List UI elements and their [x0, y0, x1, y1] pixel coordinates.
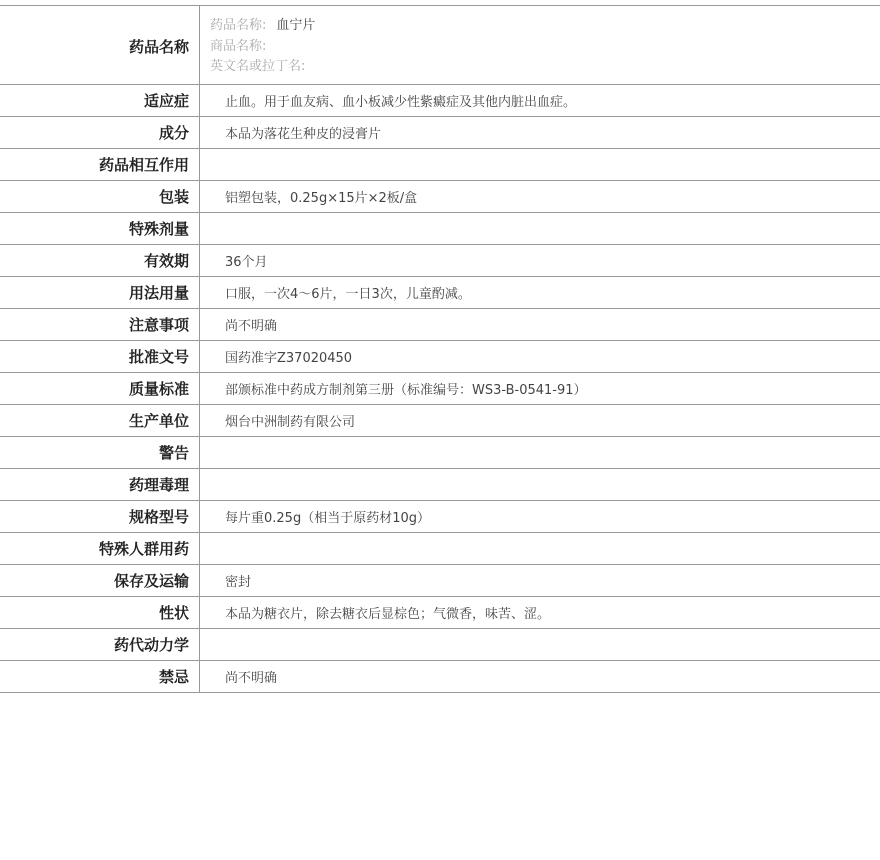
row-label: 生产单位: [0, 405, 200, 436]
table-row: [0, 245, 880, 277]
row-label: 规格型号: [0, 501, 200, 532]
row-label: 药品相互作用: [0, 149, 200, 180]
generic-name-line: [210, 16, 880, 37]
row-value: 尚不明确: [225, 319, 278, 334]
row-label: 包装: [0, 181, 200, 212]
row-label: 药理毒理: [0, 469, 200, 500]
row-label: 注意事项: [0, 309, 200, 340]
row-label: 适应症: [0, 85, 200, 116]
table-row: [0, 501, 880, 533]
row-value: [200, 149, 880, 180]
row-label: 有效期: [0, 245, 200, 276]
trade-name-line: [210, 37, 880, 58]
row-value: 尚不明确: [225, 671, 278, 686]
generic-name-label: 药品名称:: [210, 18, 267, 33]
row-value: 止血。用于血友病、血小板减少性紫癜症及其他内脏出血症。: [225, 95, 577, 110]
latin-name-label: 英文名或拉丁名:: [210, 59, 306, 74]
row-value: [200, 437, 880, 468]
drug-info-table: [0, 5, 880, 693]
table-row: [0, 661, 880, 693]
table-row: [0, 213, 880, 245]
table-row: [0, 405, 880, 437]
row-label: 性状: [0, 597, 200, 628]
row-label: 保存及运输: [0, 565, 200, 596]
table-row: [0, 437, 880, 469]
row-value: 烟台中洲制药有限公司: [225, 415, 356, 430]
generic-name-value: 血宁片: [276, 18, 316, 33]
table-row: [0, 149, 880, 181]
table-row: [0, 597, 880, 629]
row-label: 药品名称: [0, 6, 200, 84]
table-row: [0, 565, 880, 597]
row-label: 成分: [0, 117, 200, 148]
info-rows: [0, 85, 880, 693]
row-label: 药代动力学: [0, 629, 200, 660]
table-row: [0, 629, 880, 661]
row-value: 口服，一次4～6片，一日3次，儿童酌减。: [225, 287, 471, 302]
table-row: [0, 469, 880, 501]
row-label: 特殊剂量: [0, 213, 200, 244]
row-value: 铝塑包装，0.25g×15片×2板/盒: [225, 191, 418, 206]
row-value: 每片重0.25g（相当于原药材10g）: [225, 511, 430, 526]
latin-name-line: [210, 57, 880, 78]
table-row: [0, 373, 880, 405]
row-value: [200, 629, 880, 660]
row-value: 密封: [225, 575, 252, 590]
row-value: 国药准字Z37020450: [225, 351, 353, 366]
table-row: [0, 533, 880, 565]
drug-names-cell: [200, 6, 880, 84]
drug-name-row: [0, 6, 880, 85]
row-value: 部颁标准中药成方制剂第三册（标准编号：WS3-B-0541-91）: [225, 383, 587, 398]
table-row: [0, 277, 880, 309]
table-row: [0, 309, 880, 341]
row-label: 警告: [0, 437, 200, 468]
row-label: 禁忌: [0, 661, 200, 692]
row-value: 36个月: [225, 255, 268, 270]
row-value: [200, 213, 880, 244]
row-label: 特殊人群用药: [0, 533, 200, 564]
row-label: 用法用量: [0, 277, 200, 308]
table-row: [0, 181, 880, 213]
table-row: [0, 341, 880, 373]
row-value: 本品为落花生种皮的浸膏片: [225, 127, 382, 142]
row-label: 批准文号: [0, 341, 200, 372]
table-row: [0, 85, 880, 117]
row-value: [200, 469, 880, 500]
row-label: 质量标准: [0, 373, 200, 404]
row-value: [200, 533, 880, 564]
row-value: 本品为糖衣片，除去糖衣后显棕色；气微香，味苦、涩。: [225, 607, 551, 622]
trade-name-label: 商品名称:: [210, 38, 267, 54]
table-row: [0, 117, 880, 149]
